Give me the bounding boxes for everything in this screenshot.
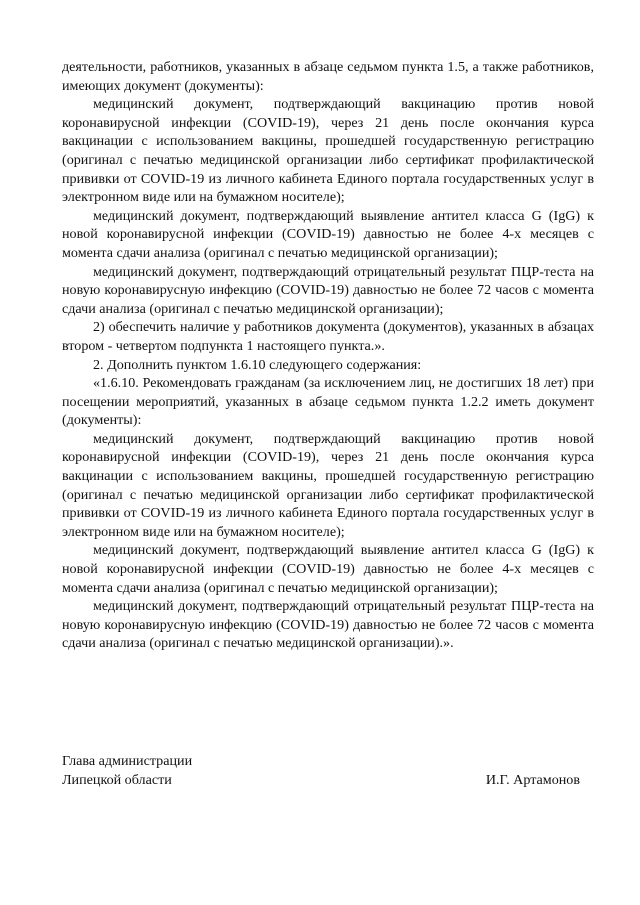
paragraph: медицинский документ, подтверждающий вакцинацию против новой коронавирусной инфекции (COVID-19), через 21 день после окончания курса вакцинации с использованием вакцины, прошедшей государственную регистрацию (оригинал с печатью медицинской организации либо сертификат профилактической прививки от COVID-19 из личного кабинета Единого портала государственных услуг в электронном виде или на бумажном носителе); [62, 430, 594, 540]
paragraph: медицинский документ, подтверждающий отрицательный результат ПЦР-теста на новую коронавирусную инфекцию (COVID-19) давностью не более 72 часов с момента сдачи анализа (оригинал с печатью медицинской организации); [62, 263, 594, 317]
paragraph: 2) обеспечить наличие у работников документа (документов), указанных в абзацах втором - четвертом подпункта 1 настоящего пункта.». [62, 319, 594, 354]
paragraph: медицинский документ, подтверждающий вакцинацию против новой коронавирусной инфекции (COVID-19), через 21 день после окончания курса вакцинации с использованием вакцины, прошедшей государственную регистрацию (оригинал с печатью медицинской организации либо сертификат профилактической прививки от COVID-19 из личного кабинета Единого портала государственных услуг в электронном виде или на бумажном носителе); [62, 96, 594, 206]
paragraph: медицинский документ, подтверждающий выявление антител класса G (IgG) к новой коронавирусной инфекции (COVID-19) давностью не более 4-х месяцев с момента сдачи анализа (оригинал с печатью медицинской организации); [62, 207, 594, 261]
signatory-name: И.Г. Артамонов [485, 771, 580, 788]
paragraph: 2. Дополнить пунктом 1.6.10 следующего содержания: [93, 356, 422, 373]
signature-block [62, 752, 594, 789]
signature-title-line1: Глава администрации [62, 753, 193, 769]
signature-line [62, 771, 594, 790]
paragraph: медицинский документ, подтверждающий выявление антител класса G (IgG) к новой коронавирусной инфекции (COVID-19) давностью не более 4-х месяцев с момента сдачи анализа (оригинал с печатью медицинской организации); [62, 542, 594, 596]
paragraph: медицинский документ, подтверждающий отрицательный результат ПЦР-теста на новую коронавирусную инфекцию (COVID-19) давностью не более 72 часов с момента сдачи анализа (оригинал с печатью медицинской организации).». [62, 598, 594, 652]
signature-title-line2: Липецкой области [62, 771, 172, 788]
document-body [62, 58, 594, 653]
paragraph: «1.6.10. Рекомендовать гражданам (за исключением лиц, не достигших 18 лет) при посещении мероприятий, указанных в абзаце седьмом пункта 1.2.2 иметь документ (документы): [62, 375, 594, 429]
paragraph: деятельности, работников, указанных в абзаце седьмом пункта 1.5, а также работников, имеющих документ (документы): [62, 59, 594, 94]
